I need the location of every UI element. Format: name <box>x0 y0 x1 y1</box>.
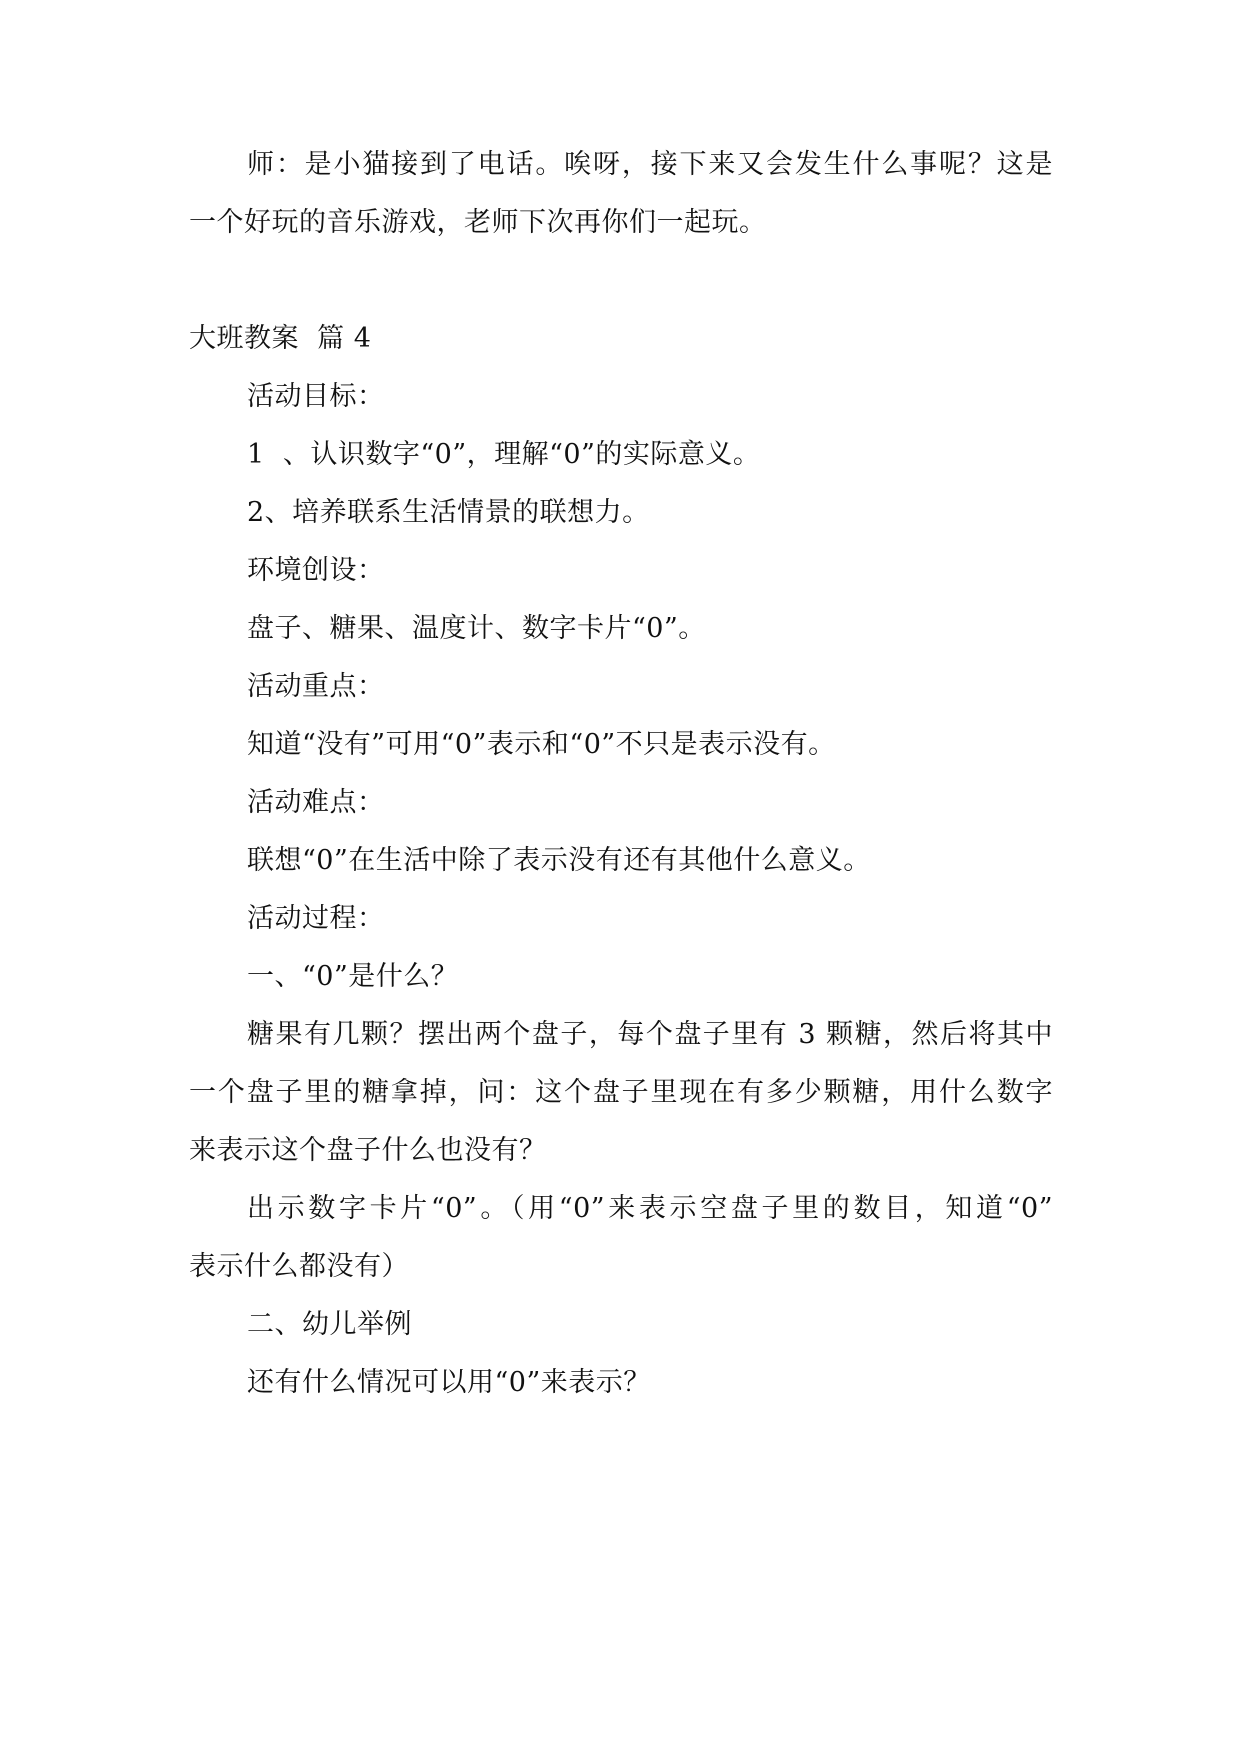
key-text: 知道“没有”可用“0”表示和“0”不只是表示没有。 <box>247 729 836 760</box>
difficulty-heading: 活动难点： <box>247 787 385 818</box>
section-title: 大班教案 篇 4 <box>189 323 372 354</box>
step2-question: 还有什么情况可以用“0”来表示？ <box>247 1367 651 1398</box>
continuation-line-2: 一个好玩的音乐游戏，老师下次再你们一起玩。 <box>189 207 767 238</box>
process-heading: 活动过程： <box>247 903 385 934</box>
step2-heading: 二、幼儿举例 <box>247 1309 412 1340</box>
step1-line-1: 糖果有几颗？摆出两个盘子，每个盘子里有 3 颗糖，然后将其中 <box>247 1019 1053 1050</box>
continuation-line-1: 师：是小猫接到了电话。唉呀，接下来又会发生什么事呢？这是 <box>247 149 1053 180</box>
difficulty-text: 联想“0”在生活中除了表示没有还有其他什么意义。 <box>247 845 871 876</box>
step1-line-3: 来表示这个盘子什么也没有？ <box>189 1135 547 1166</box>
env-heading: 环境创设： <box>247 555 385 586</box>
step1-card-line-2: 表示什么都没有） <box>189 1251 409 1282</box>
step1-card-line-1: 出示数字卡片“0”。（用“0”来表示空盘子里的数目，知道“0” <box>247 1193 1053 1224</box>
key-heading: 活动重点： <box>247 671 385 702</box>
goal-item-2: 2、培养联系生活情景的联想力。 <box>247 497 650 528</box>
goal-heading: 活动目标： <box>247 381 385 412</box>
step1-heading: 一、“0”是什么？ <box>247 961 459 992</box>
env-items: 盘子、糖果、温度计、数字卡片“0”。 <box>247 613 706 644</box>
step1-line-2: 一个盘子里的糖拿掉，问：这个盘子里现在有多少颗糖，用什么数字 <box>189 1077 1053 1108</box>
goal-item-1: 1 、认识数字“0”，理解“0”的实际意义。 <box>247 439 761 470</box>
